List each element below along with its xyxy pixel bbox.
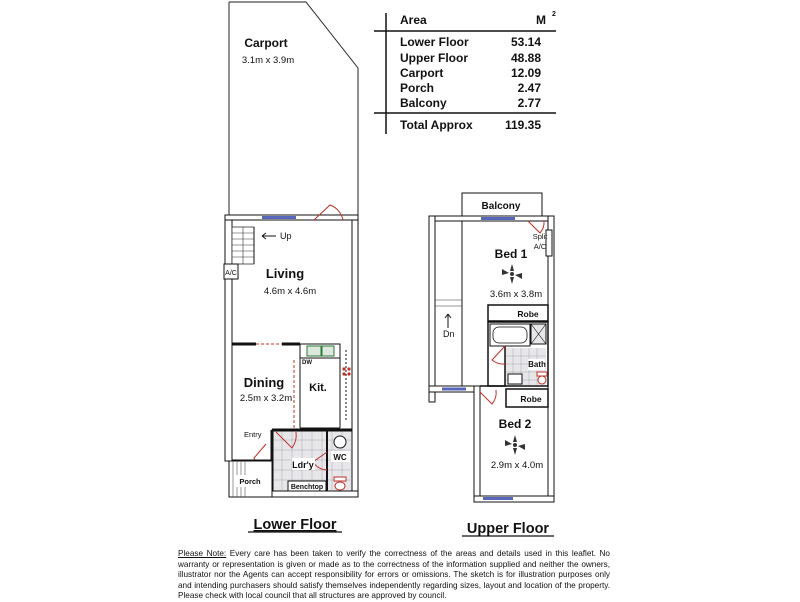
table-total-label: Total Approx	[400, 118, 473, 132]
west-wall	[429, 216, 435, 402]
shower-icon	[531, 324, 546, 344]
living-room-size: 4.6m x 4.6m	[263, 286, 317, 297]
table-row-label: Porch	[400, 81, 435, 95]
stairs-arrow-icon	[445, 314, 451, 328]
bed2-label: Bed 2	[498, 417, 532, 431]
stairs-up-label: Up	[280, 231, 292, 241]
upper-floor-title: Upper Floor	[466, 521, 550, 537]
wc-label: WC	[333, 453, 347, 462]
table-row-label: Upper Floor	[400, 51, 468, 65]
ac-label: A/C	[225, 270, 237, 277]
carport-outline	[229, 2, 358, 219]
lower-floor-title: Lower Floor	[253, 517, 337, 533]
ceiling-fan-icon	[505, 435, 525, 455]
robe-label: Robe	[517, 309, 539, 319]
table-total-value: 119.35	[504, 118, 541, 132]
table-row-label: Balcony	[400, 96, 447, 110]
split-ac-label: Split	[532, 232, 548, 241]
table-header-unit: M	[536, 13, 546, 27]
west-wall-bed2	[474, 386, 480, 502]
toilet-icon	[537, 372, 547, 384]
table-header-label: Area	[400, 13, 427, 27]
lower-floor-plan	[224, 2, 358, 533]
south-wall	[272, 491, 358, 497]
entry-label: Entry	[244, 430, 262, 439]
carport-label: Carport	[244, 36, 288, 50]
living-room-label: Living	[265, 266, 305, 281]
table-row-value: 12.09	[510, 66, 541, 80]
split-ac-label: A/C	[533, 242, 547, 251]
basin-icon	[334, 436, 346, 448]
east-wall	[352, 219, 358, 497]
stairs-down-label: Dn	[443, 329, 455, 339]
staircase	[232, 227, 254, 264]
ceiling-fan-icon	[502, 264, 522, 284]
disclaimer-heading: Please Note:	[178, 549, 227, 558]
table-row-value: 48.88	[510, 51, 541, 65]
bed1-label: Bed 1	[494, 247, 528, 261]
laundry-label: Ldr'y	[292, 460, 314, 470]
basin-icon	[508, 374, 522, 384]
table-row-label: Lower Floor	[400, 35, 469, 49]
benchtop-label: Benchtop	[290, 484, 324, 491]
bath-label: Bath	[528, 360, 546, 369]
robe-label: Robe	[520, 394, 542, 404]
dining-room-size: 2.5m x 3.2m	[239, 393, 293, 404]
upper-floor-plan	[429, 193, 554, 537]
disclaimer	[178, 549, 610, 602]
porch-label: Porch	[239, 477, 261, 486]
stairs-arrow-icon	[262, 233, 276, 239]
table-header-unit-sup: 2	[552, 11, 556, 18]
bed2-size: 2.9m x 4.0m	[490, 460, 544, 471]
table-row-value: 53.14	[510, 35, 541, 49]
toilet-icon	[334, 477, 346, 490]
dining-room-label: Dining	[243, 375, 285, 390]
bathtub-inner	[493, 327, 527, 343]
balcony-label: Balcony	[481, 201, 521, 212]
sink-icon	[322, 346, 334, 356]
staircase	[435, 221, 462, 386]
dishwasher-label: DW	[302, 360, 312, 366]
table-row-label: Carport	[400, 66, 444, 80]
table-row-value: 2.77	[517, 96, 541, 110]
door-swing	[480, 390, 496, 404]
area-table	[374, 11, 556, 134]
carport-size: 3.1m x 3.9m	[241, 55, 295, 66]
disclaimer-text: Every care has been taken to verify the correctness of the areas and details used in this leaflet. No warranty or representation is given or made as to the correctness of the information supplied and neither the owners, illustrator nor the Agents can accept responsibility for errors or omissions. The sketch is for illustration purposes only and intending purchasers should satisfy themselves independently regarding sizes, layout and location of the property. Please check with local council that all structures are approved by council.	[178, 549, 610, 601]
kitchen-label: Kit.	[309, 382, 327, 394]
sink-icon	[307, 346, 321, 356]
table-row-value: 2.47	[517, 81, 541, 95]
bed1-size: 3.6m x 3.8m	[489, 289, 543, 300]
east-wall	[548, 216, 554, 502]
west-wall-fill	[225, 219, 232, 461]
